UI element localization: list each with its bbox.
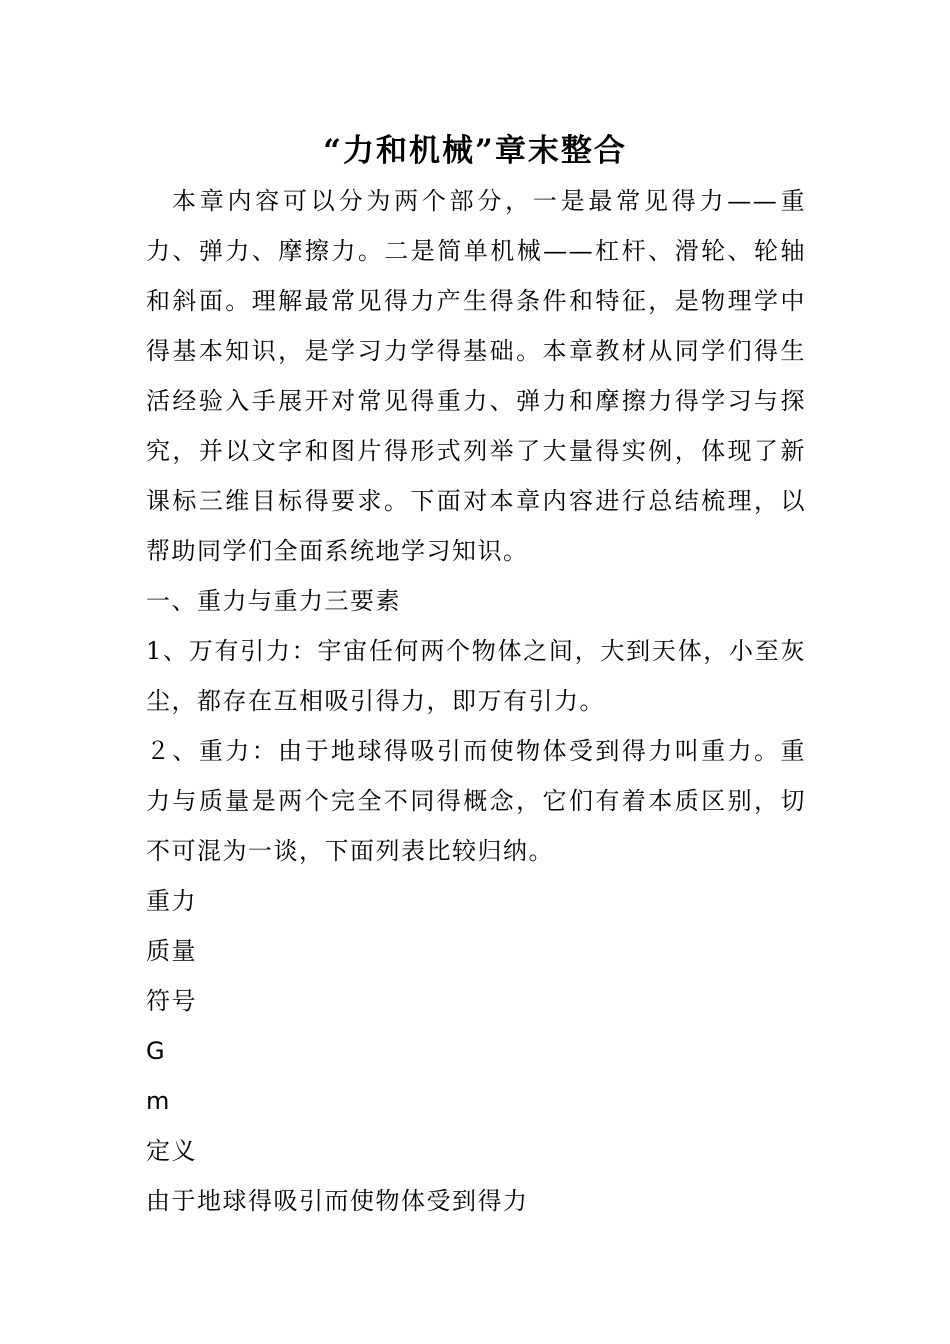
item-gravity: ２、重力：由于地球得吸引而使物体受到得力叫重力。重力与质量是两个完全不同得概念，它们有着本质区别，切不可混为一谈，下面列表比较归纳。 [146, 737, 806, 865]
table-cell-definition: 定义 [146, 1137, 197, 1165]
table-cell-symbol-g: G [146, 1037, 167, 1065]
document-title: “力和机械”章末整合 [323, 133, 627, 169]
table-cell-gravity-definition: 由于地球得吸引而使物体受到得力 [146, 1187, 529, 1215]
table-cell-symbol-m: m [146, 1087, 171, 1115]
item-universal-gravitation: 1、万有引力：宇宙任何两个物体之间，大到天体，小至灰尘，都存在互相吸引得力，即万有引力。 [146, 637, 806, 715]
table-cell-gravity: 重力 [146, 887, 197, 915]
document-body [146, 176, 806, 1226]
section-heading: 一、重力与重力三要素 [146, 587, 401, 615]
table-cell-mass: 质量 [146, 937, 197, 965]
intro-paragraph: 本章内容可以分为两个部分，一是最常见得力——重力、弹力、摩擦力。二是简单机械——杠杆、滑轮、轮轴和斜面。理解最常见得力产生得条件和特征，是物理学中得基本知识，是学习力学得基础。本章教材从同学们得生活经验入手展开对常见得重力、弹力和摩擦力得学习与探究，并以文字和图片得形式列举了大量得实例，体现了新课标三维目标得要求。下面对本章内容进行总结梳理，以帮助同学们全面系统地学习知识。 [146, 187, 806, 565]
table-cell-symbol: 符号 [146, 987, 197, 1015]
